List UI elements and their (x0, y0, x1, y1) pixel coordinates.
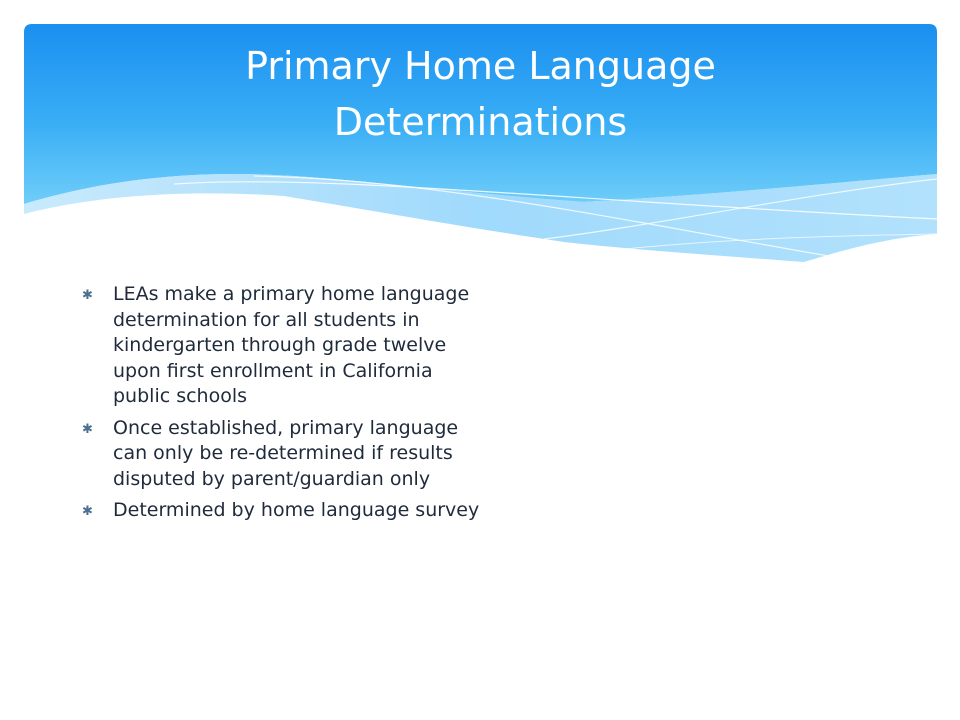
bullet-list (82, 282, 482, 530)
slide-title-line-1: Primary Home Language (245, 44, 716, 88)
asterisk-icon: ✱ (82, 421, 93, 437)
bullet-item (82, 416, 482, 493)
slide-title (24, 38, 937, 150)
asterisk-icon: ✱ (82, 288, 93, 303)
asterisk-icon: ✱ (82, 504, 93, 519)
bullet-item (82, 282, 482, 410)
bullet-text: Once established, primary language can only be re-determined if results disputed by parent/guardian only (113, 416, 459, 490)
bullet-text: LEAs make a primary home language determination for all students in kindergarten through grade twelve upon first enrollment in California public schools (113, 283, 470, 407)
slide-title-line-2: Determinations (333, 100, 628, 144)
bullet-item (82, 498, 482, 524)
bullet-text: Determined by home language survey (113, 499, 480, 521)
